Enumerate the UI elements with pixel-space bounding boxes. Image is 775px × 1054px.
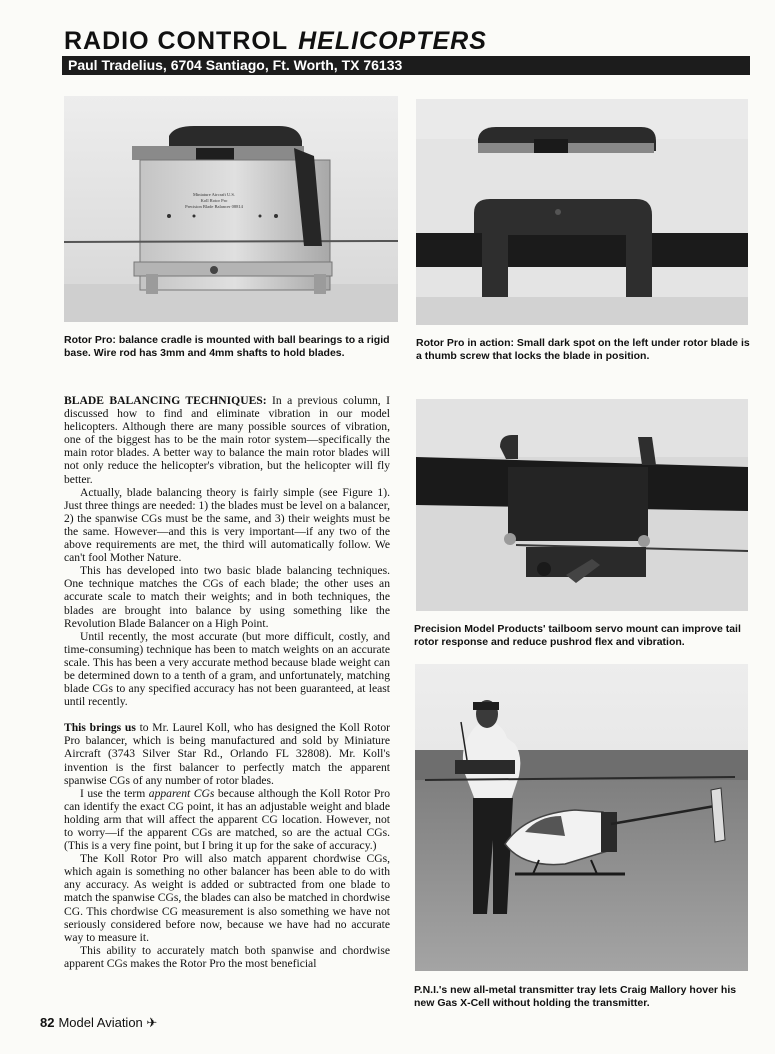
paragraph: Actually, blade balancing theory is fairly simple (see Figure 1). Just three things are needed: 1) the blades must be level on a balancer, 2) the spanwise CGs must be the same, and 3) their weights must be the same. However—and this is very important—if any two of the above requirements are met, the third will automatically follow. We can't fool Mother Nature. [64,485,390,565]
photo-tailboom-servo-mount [416,399,748,611]
title-main: RADIO CONTROL [64,27,289,55]
paragraph: Until recently, the most accurate (but more difficult, costly, and time-consuming) technique has been to match weights on an accurate scale. This has been a very accurate method because blade weight can be determined down to a tenth of a gram, and unfortunately, matching blade CGs to any specified accuracy has not been guaranteed, at least until recently. [64,629,390,709]
caption-rotor-pro-in-action: Rotor Pro in action: Small dark spot on the left under rotor blade is a thumb screw that locks the blade in position. [416,337,750,362]
svg-text:Koll Rotor Pro: Koll Rotor Pro [200,198,228,203]
photo-transmitter-tray [415,664,748,971]
caption-transmitter-tray: P.N.I.'s new all-metal transmitter tray lets Craig Mallory hover his new Gas X-Cell without holding the transmitter. [414,984,737,1009]
page-number: 82 [40,1015,55,1030]
paragraph: This ability to accurately match both spanwise and chordwise apparent CGs makes the Rotor Pro the most beneficial [64,943,390,970]
svg-text:Miniature Aircraft U.S.: Miniature Aircraft U.S. [193,192,235,197]
caption-tailboom-servo-mount: Precision Model Products' tailboom servo mount can improve tail rotor response and reduce pushrod flex and vibration. [414,623,741,648]
lead-in: This brings us [64,721,136,735]
paragraph: This has developed into two basic blade balancing techniques. One technique matches the CGs of each blade; the other uses an accurate scale to match their weights; and in both techniques, the blades are brought into balance by using something like the Revolution Blade Balancer on a High Point. [64,564,390,630]
paragraph: BLADE BALANCING TECHNIQUES: In a previous column, I discussed how to find and eliminate vibration in our model helicopters. Although there are many possible sources of vibration, one of the biggest has to be the main rotor system—specifically the main rotor blades. A better way to balance the main rotor blades will not only reduce the helicopter's vibration, but the helicopter will fly better. [64,394,390,486]
page-title [64,27,487,55]
paragraph: The Koll Rotor Pro will also match apparent chordwise CGs, which again is something no other balancer has been able to do with any accuracy. As weight is added or subtracted from one blade to match the spanwise CGs, the blades can also be matched in chordwise CG. This chordwise CG measurement is also something we have not seriously considered before now, because we have had no accurate way to measure it. [64,852,390,944]
caption-balance-cradle: Rotor Pro: balance cradle is mounted with ball bearings to a rigid base. Wire rod has 3mm and 4mm shafts to hold blades. [64,334,390,359]
article-body [64,394,390,970]
byline-bar: Paul Tradelius, 6704 Santiago, Ft. Worth, TX 76133 [62,56,750,75]
airplane-icon: ✈ [146,1015,158,1030]
title-italic: HELICOPTERS [298,27,487,55]
page-footer [40,1015,157,1031]
paragraph: This brings us to Mr. Laurel Koll, who has designed the Koll Rotor Pro balancer, which is being manufactured and sold by Miniature Aircraft (3743 Silver Star Rd., Orlando FL 32808). Mr. Koll's invention is the first balancer to perfectly match the apparent spanwise CGs of any number of rotor blades. [64,721,390,787]
photo-rotor-pro-in-action [416,99,748,325]
paragraph: I use the term apparent CGs because although the Koll Rotor Pro can identify the exact CG point, it has an adjustable weight and blade holding arm that will affect the apparent CG location. However, not to worry—if the apparent CGs are matched, so are the actual CGs. (This is a very fine point, but I bring it up for the sake of accuracy.) [64,786,390,853]
section-heading: BLADE BALANCING TECHNIQUES: [64,394,267,407]
photo-balance-cradle [64,96,398,322]
svg-text:Precision Blade Balancer 08814: Precision Blade Balancer 08814 [185,204,243,209]
magazine-name: Model Aviation [58,1015,143,1030]
